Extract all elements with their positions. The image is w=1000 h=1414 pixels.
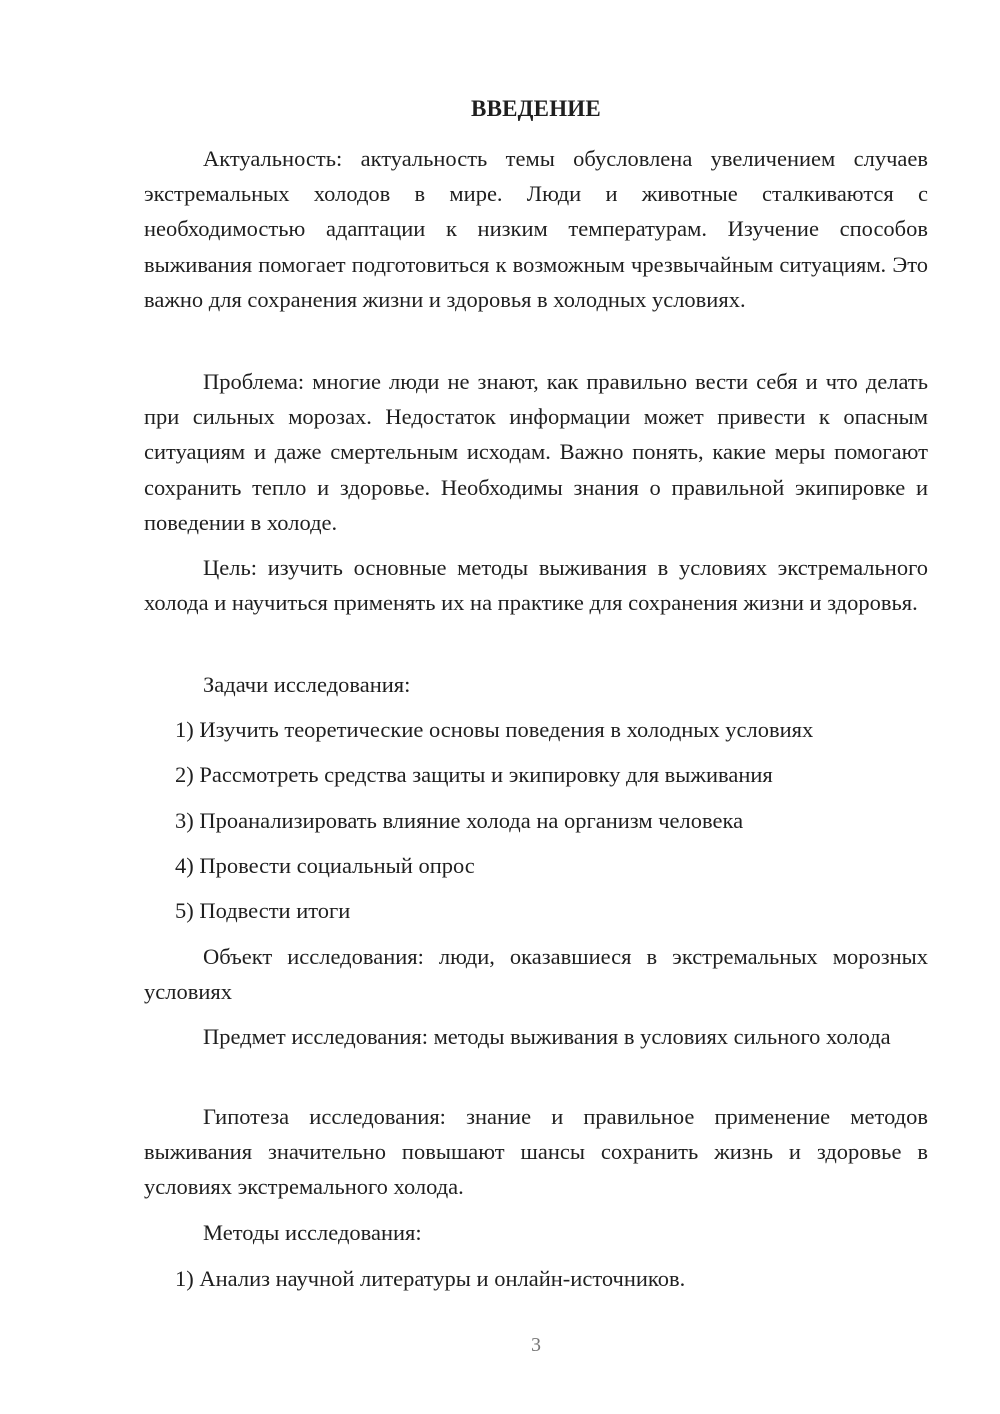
task-item: 5) Подвести итоги — [175, 898, 351, 923]
tasks-heading: Задачи исследования: — [203, 672, 411, 697]
paragraph-subject: Предмет исследования: методы выживания в условиях сильного холода — [203, 1024, 891, 1049]
page-number: 3 — [531, 1334, 541, 1356]
paragraph-object: Объект исследования: люди, оказавшиеся в экстремальных морозных условиях — [144, 944, 928, 1005]
paragraph-hypothesis: Гипотеза исследования: знание и правильное применение методов выживания значительно повышают шансы сохранить жизнь и здоровье в условиях экстремального холода. — [144, 1104, 928, 1200]
paragraph-goal: Цель: изучить основные методы выживания в условиях экстремального холода и научиться применять их на практике для сохранения жизни и здоровья. — [144, 555, 928, 616]
method-item: 1) Анализ научной литературы и онлайн-источников. — [175, 1266, 686, 1291]
methods-heading: Методы исследования: — [203, 1220, 422, 1245]
task-item: 3) Проанализировать влияние холода на организм человека — [175, 808, 744, 833]
paragraph-problem: Проблема: многие люди не знают, как правильно вести себя и что делать при сильных морозах. Недостаток информации может привести к опасным ситуациям и даже смертельным исходам. Важно понять, какие меры помогают сохранить тепло и здоровье. Необходимы знания о правильной экипировке и поведении в холоде. — [144, 369, 928, 535]
task-item: 4) Провести социальный опрос — [175, 853, 475, 878]
task-item: 2) Рассмотреть средства защиты и экипировку для выживания — [175, 762, 773, 787]
paragraph-relevance: Актуальность: актуальность темы обусловлена увеличением случаев экстремальных холодов в мире. Люди и животные сталкиваются с необходимостью адаптации к низким температурам. Изучение способов выживания помогает подготовиться к возможным чрезвычайным ситуациям. Это важно для сохранения жизни и здоровья в холодных условиях. — [144, 146, 928, 312]
task-item: 1) Изучить теоретические основы поведения в холодных условиях — [175, 717, 814, 742]
section-title: ВВЕДЕНИЕ — [471, 96, 601, 121]
